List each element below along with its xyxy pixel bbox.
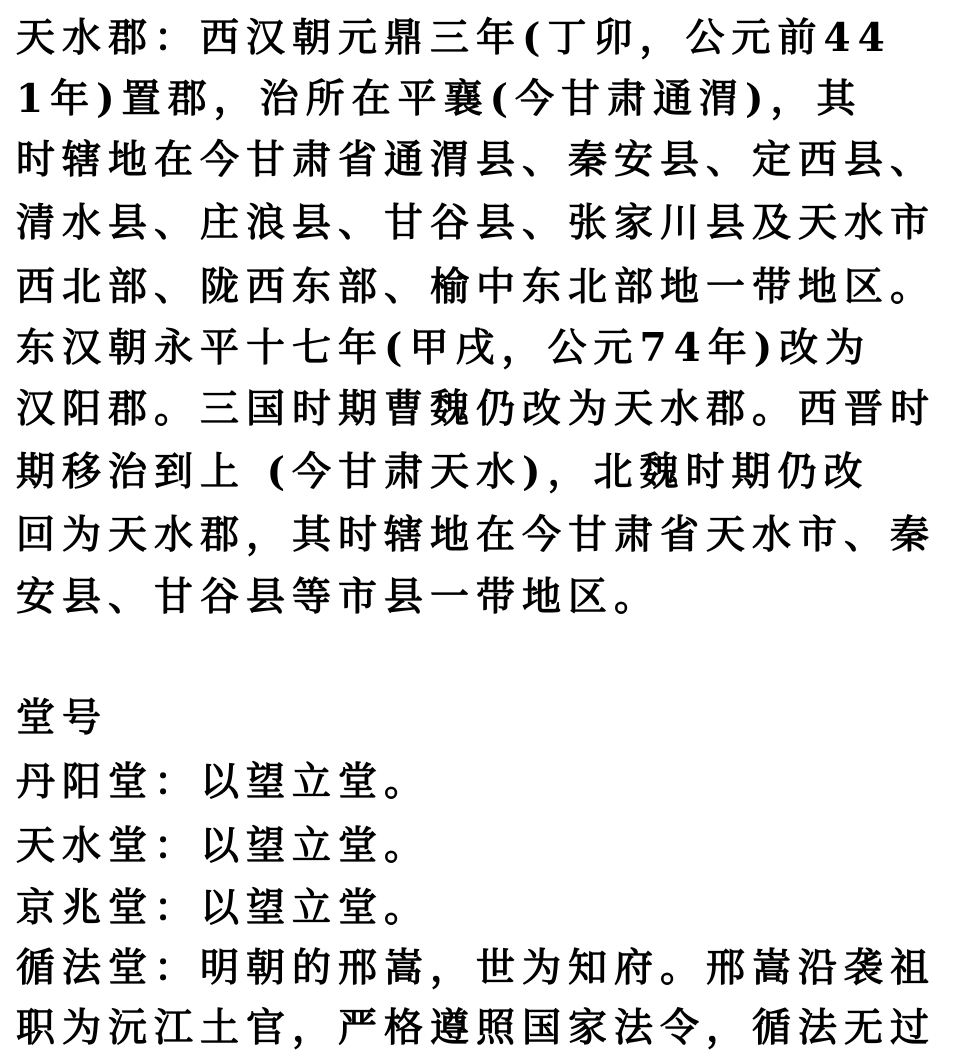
text-line: 京兆堂：以望立堂。: [16, 885, 431, 931]
text-line: 天水郡：西汉朝元鼎三年(丁卯，公元前44: [16, 15, 892, 61]
text-line: 安县、甘谷县等市县一带地区。: [16, 574, 661, 620]
text-line: 期移治到上 (今甘肃天水)，北魏时期仍改: [16, 449, 870, 495]
text-line: 1年)置郡，治所在平襄(今甘肃通渭)，其: [16, 76, 863, 122]
text-line: 东汉朝永平十七年(甲戌，公元74年)改为: [16, 325, 872, 371]
text-line: 天水堂：以望立堂。: [16, 823, 431, 869]
text-line: 回为天水郡，其时辖地在今甘肃省天水市、秦: [16, 512, 937, 558]
section-heading: 堂号: [16, 695, 109, 741]
text-line: 职为沅江土官，严格遵照国家法令，循法无过: [16, 1005, 937, 1051]
text-line: 西北部、陇西东部、榆中东北部地一带地区。: [16, 264, 937, 310]
text-line: 清水县、庄浪县、甘谷县、张家川县及天水市: [16, 200, 937, 246]
text-line: 丹阳堂：以望立堂。: [16, 759, 431, 805]
text-line: 循法堂：明朝的邢嵩，世为知府。邢嵩沿袭祖: [16, 945, 937, 991]
text-line: 时辖地在今甘肃省通渭县、秦安县、定西县、: [16, 137, 937, 183]
text-line: 汉阳郡。三国时期曹魏仍改为天水郡。西晋时: [16, 386, 937, 432]
